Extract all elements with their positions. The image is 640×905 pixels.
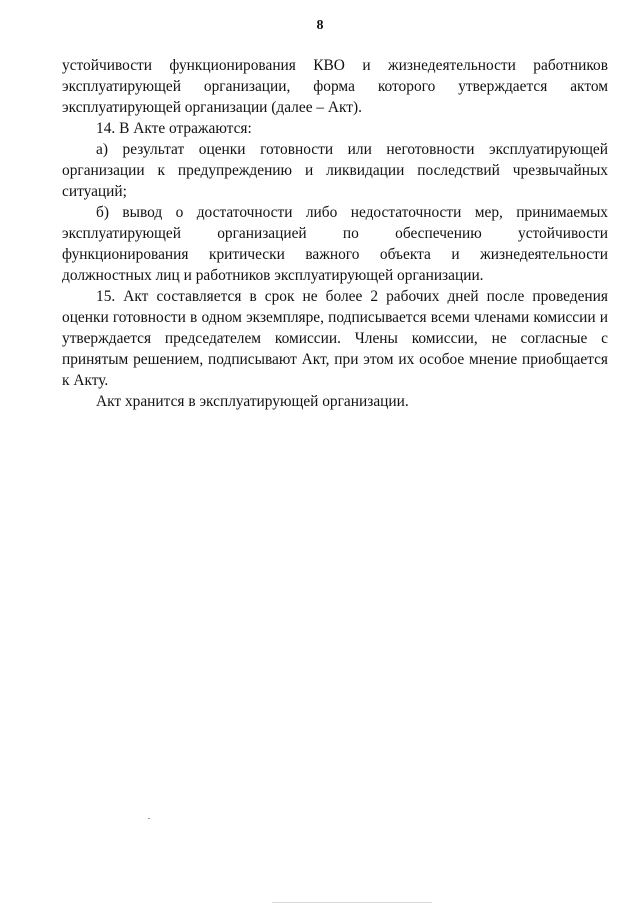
scan-edge-line [272, 902, 432, 903]
scan-speck [148, 818, 150, 819]
paragraph-item-15: 15. Акт составляется в срок не более 2 рабочих дней после проведения оценки готовности в одном экземпляре, подписывается всеми членами комиссии и утверждается председателем комиссии. Члены комиссии, не согласные с принятым решением, подписывают Акт, при этом их особое мнение приобщается к Акту. [62, 288, 608, 389]
paragraph-act-storage: Акт хранится в эксплуатирующей организации. [96, 393, 409, 410]
paragraph-item-14a: а) результат оценки готовности или неготовности эксплуатирующей организации к предупреждению и ликвидации последствий чрезвычайных ситуаций; [62, 141, 608, 200]
paragraph-continuation-line-2: эксплуатирующей организации, форма которого утверждается актом [62, 78, 608, 95]
document-body [62, 55, 608, 412]
paragraph-item-14: 14. В Акте отражаются: [96, 120, 252, 137]
paragraph-continuation-line-1: устойчивости функционирования КВО и жизнедеятельности работников [62, 57, 608, 74]
page-number: 8 [316, 18, 324, 33]
paragraph-continuation-line-3: эксплуатирующей организации (далее – Акт). [62, 99, 363, 116]
paragraph-item-14b: б) вывод о достаточности либо недостаточности мер, принимаемых эксплуатирующей организацией по обеспечению устойчивости функционирования критически важного объекта и жизнедеятельности должностных лиц и работников эксплуатирующей организации. [62, 204, 608, 284]
